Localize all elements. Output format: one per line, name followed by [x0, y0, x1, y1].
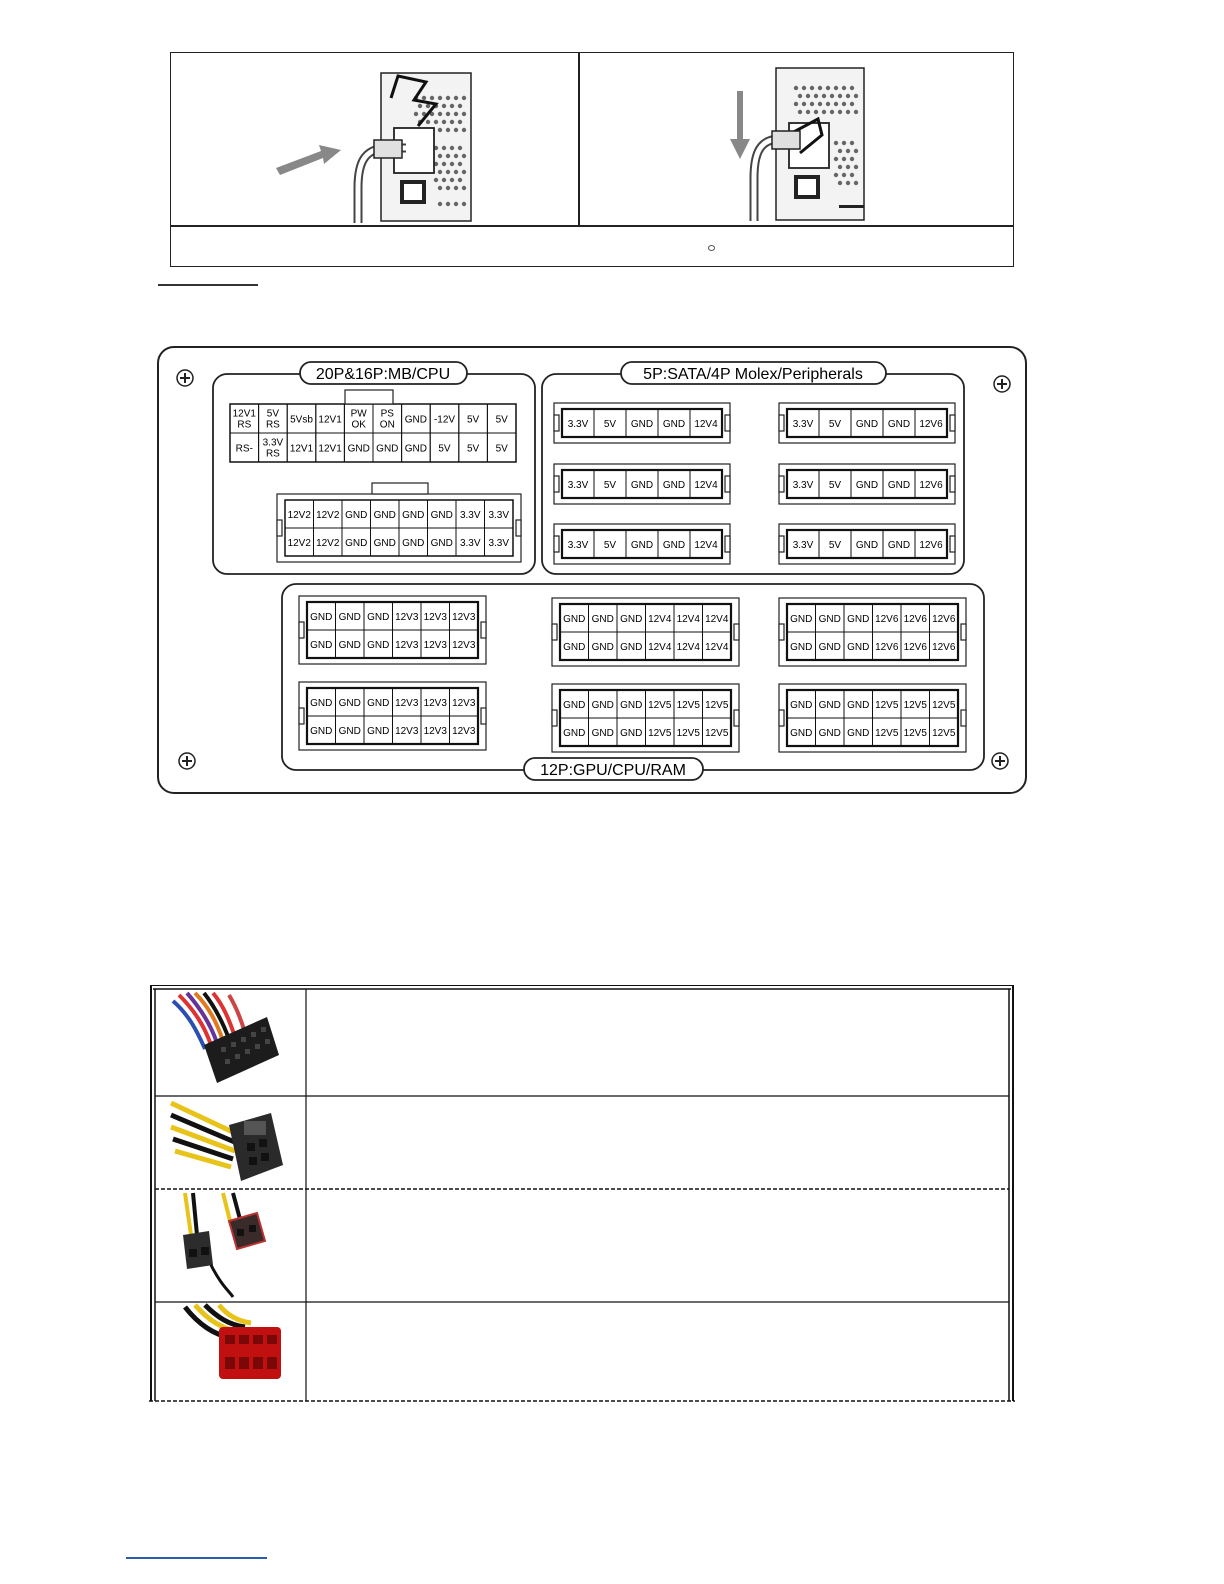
pin-label: 3.3V: [792, 480, 814, 491]
pin-label: 12V4: [694, 480, 718, 491]
sata-5pin-connector: [554, 403, 730, 443]
group-title-gpu-cpu-ram: 12P:GPU/CPU/RAM: [540, 762, 686, 779]
group-title-mb-cpu: 20P&16P:MB/CPU: [315, 366, 451, 383]
pin-label: 3.3V: [459, 538, 481, 549]
pin-label: GND: [662, 419, 686, 430]
table-divider: [578, 53, 580, 225]
pin-label: 12V5: [903, 728, 927, 739]
pin-label: GND: [367, 640, 390, 651]
pin-label: 12V2: [316, 538, 340, 549]
pin-label: GND: [790, 614, 813, 625]
pin-label: 12V4: [694, 419, 718, 430]
pin-label: GND: [847, 614, 870, 625]
pin-label: 3.3V: [792, 419, 814, 430]
pin-label: 12V5: [648, 700, 672, 711]
pin-label: 5V: [603, 419, 617, 430]
pin-label: GND: [563, 642, 586, 653]
pin-label: GND: [847, 728, 870, 739]
pin-label: 12V3: [395, 640, 419, 651]
pin-label: 12V4: [694, 540, 718, 551]
pin-label: GND: [887, 540, 911, 551]
pin-label: 12V6: [875, 614, 899, 625]
pin-label: GND: [404, 443, 428, 455]
pin-label: GND: [367, 612, 390, 623]
pin-label: 12V1: [318, 443, 342, 455]
installation-figure-table: [170, 52, 1014, 267]
pin-label: 12V5: [932, 728, 956, 739]
pin-label: PW OK: [350, 408, 367, 431]
pin-label: 12V5: [705, 728, 729, 739]
pin-label: 12V5: [903, 700, 927, 711]
underline-stub: [158, 284, 258, 286]
pin-label: GND: [887, 419, 911, 430]
pin-label: GND: [620, 728, 643, 739]
pin-label: 12V6: [903, 614, 927, 625]
pin-label: 12V3: [452, 726, 476, 737]
pin-label: 12V3: [395, 726, 419, 737]
pcie-12pin-connector: [552, 598, 739, 666]
pin-label: GND: [790, 728, 813, 739]
pin-label: 5V: [603, 540, 617, 551]
pin-label: 12V3: [452, 640, 476, 651]
pin-label: GND: [630, 419, 654, 430]
pin-label: 12V6: [932, 614, 956, 625]
pin-label: 12V5: [932, 700, 956, 711]
pin-label: GND: [591, 700, 614, 711]
atx-24pin-connector-photo: [173, 993, 279, 1083]
pin-label: GND: [310, 612, 333, 623]
sata-5pin-connector: [554, 524, 730, 564]
pin-label: GND: [404, 414, 428, 426]
retention-clip-illustration: [726, 63, 871, 223]
pin-label: 12V6: [932, 642, 956, 653]
pin-label: 5V: [495, 443, 508, 455]
pin-label: GND: [345, 510, 368, 521]
pin-label: GND: [662, 540, 686, 551]
pin-label: GND: [373, 538, 396, 549]
pin-label: 12V4: [648, 614, 672, 625]
pcie-12pin-connector: [299, 682, 486, 750]
4pin-cpu-connector-photo: [183, 1193, 265, 1297]
table-divider: [171, 225, 1013, 227]
sata-5pin-connector: [779, 403, 955, 443]
pin-label: 12V4: [705, 614, 729, 625]
pin-label: 12V5: [676, 728, 700, 739]
pin-label: GND: [630, 540, 654, 551]
pin-label: GND: [855, 419, 879, 430]
footer-link-underline: [126, 1557, 267, 1559]
pin-label: GND: [402, 538, 425, 549]
pin-label: 12V6: [919, 540, 943, 551]
pin-label: 12V5: [705, 700, 729, 711]
pin-label: GND: [790, 700, 813, 711]
pin-label: GND: [430, 510, 453, 521]
eps-8pin-connector-photo: [171, 1103, 283, 1181]
pin-label: GND: [630, 480, 654, 491]
pin-label: 12V2: [316, 510, 340, 521]
pin-label: 5V: [828, 419, 842, 430]
pin-label: GND: [818, 642, 841, 653]
pin-label: 12V6: [903, 642, 927, 653]
pin-label: 12V3: [452, 698, 476, 709]
pcie-12pin-connector: [779, 598, 966, 666]
sata-5pin-connector: [554, 464, 730, 504]
small-mark: [708, 245, 715, 251]
pin-label: GND: [818, 614, 841, 625]
pin-label: 12V1: [289, 443, 314, 455]
sata-5pin-connector: [779, 464, 955, 504]
pin-label: GND: [591, 642, 614, 653]
pin-label: 3.3V: [459, 510, 481, 521]
pin-label: 12V2: [287, 510, 311, 521]
screw-icon: [992, 753, 1008, 769]
pin-label: 12V3: [395, 698, 419, 709]
pin-label: 3.3V: [792, 540, 814, 551]
pin-label: 12V6: [919, 480, 943, 491]
pin-label: GND: [887, 480, 911, 491]
pin-label: GND: [367, 698, 390, 709]
pin-label: 3.3V: [488, 538, 510, 549]
pin-label: GND: [338, 640, 361, 651]
screw-icon: [994, 376, 1010, 392]
pin-label: RS-: [235, 443, 253, 455]
pin-label: 12V5: [875, 700, 899, 711]
pin-label: 12V3: [423, 726, 447, 737]
pin-label: 5V: [828, 540, 842, 551]
pin-label: 12V4: [705, 642, 729, 653]
pin-label: 3.3V: [567, 480, 589, 491]
pin-label: 5Vsb: [290, 414, 313, 426]
pin-label: GND: [345, 538, 368, 549]
pin-label: GND: [818, 700, 841, 711]
pin-label: 12V3: [452, 612, 476, 623]
pin-label: 12V3: [423, 612, 447, 623]
pin-label: 12V4: [676, 642, 700, 653]
pin-label: GND: [310, 698, 333, 709]
pin-label: 12V3: [395, 612, 419, 623]
pin-label: GND: [855, 480, 879, 491]
pin-label: 12V3: [423, 640, 447, 651]
pin-label: GND: [591, 614, 614, 625]
pin-label: 12V4: [648, 642, 672, 653]
pin-label: GND: [563, 728, 586, 739]
pin-label: GND: [847, 700, 870, 711]
pin-label: 3.3V: [488, 510, 510, 521]
pin-label: 12V6: [875, 642, 899, 653]
pcie-12pin-connector: [299, 596, 486, 664]
pin-label: GND: [310, 640, 333, 651]
pin-label: 5V: [466, 443, 480, 455]
sata-5pin-connector: [779, 524, 955, 564]
pin-label: 5V: [495, 414, 508, 426]
pin-label: 12V5: [648, 728, 672, 739]
pin-label: GND: [620, 642, 643, 653]
pcie-8pin-red-connector-photo: [185, 1305, 281, 1379]
pin-label: 12V1: [318, 414, 342, 426]
pin-label: GND: [338, 612, 361, 623]
pin-label: GND: [373, 510, 396, 521]
screw-icon: [177, 370, 193, 386]
pin-label: -12V: [433, 414, 456, 426]
group-title-peripherals: 5P:SATA/4P Molex/Peripherals: [643, 366, 863, 383]
screw-icon: [179, 753, 195, 769]
pin-label: GND: [591, 728, 614, 739]
pcie-12pin-connector: [779, 684, 966, 752]
pin-label: GND: [347, 443, 370, 455]
pin-label: GND: [402, 510, 425, 521]
pin-label: GND: [847, 642, 870, 653]
pin-label: 5V: [466, 414, 480, 426]
pin-label: 12V4: [676, 614, 700, 625]
pin-label: GND: [563, 614, 586, 625]
pin-label: 12V5: [875, 728, 899, 739]
pin-label: GND: [620, 614, 643, 625]
power-cord-insert-illustration: [266, 68, 481, 223]
pin-label: 5V: [603, 480, 617, 491]
pin-label: 12V5: [676, 700, 700, 711]
pin-label: 12V2: [287, 538, 311, 549]
modular-pinout-panel: [157, 346, 1027, 794]
pcie-12pin-connector: [552, 684, 739, 752]
pin-label: 3.3V: [567, 540, 589, 551]
pin-label: 5V: [828, 480, 842, 491]
pin-label: GND: [620, 700, 643, 711]
pin-label: PS ON: [379, 408, 395, 431]
p16-connector: [277, 494, 521, 562]
pin-label: GND: [338, 726, 361, 737]
pin-label: 3.3V RS: [262, 437, 284, 460]
pin-label: 5V RS: [265, 408, 280, 431]
pin-label: GND: [376, 443, 399, 455]
pin-label: GND: [818, 728, 841, 739]
pin-label: 5V: [438, 443, 451, 455]
pin-label: 12V6: [919, 419, 943, 430]
pin-label: GND: [310, 726, 333, 737]
pin-label: GND: [790, 642, 813, 653]
pin-label: GND: [563, 700, 586, 711]
pin-label: GND: [338, 698, 361, 709]
pin-label: 12V3: [423, 698, 447, 709]
pin-label: 3.3V: [567, 419, 589, 430]
pin-label: GND: [855, 540, 879, 551]
cable-type-table: [149, 985, 1015, 1403]
pin-label: GND: [430, 538, 453, 549]
pin-label: GND: [662, 480, 686, 491]
pin-label: 12V1 RS: [232, 408, 256, 431]
pin-label: GND: [367, 726, 390, 737]
